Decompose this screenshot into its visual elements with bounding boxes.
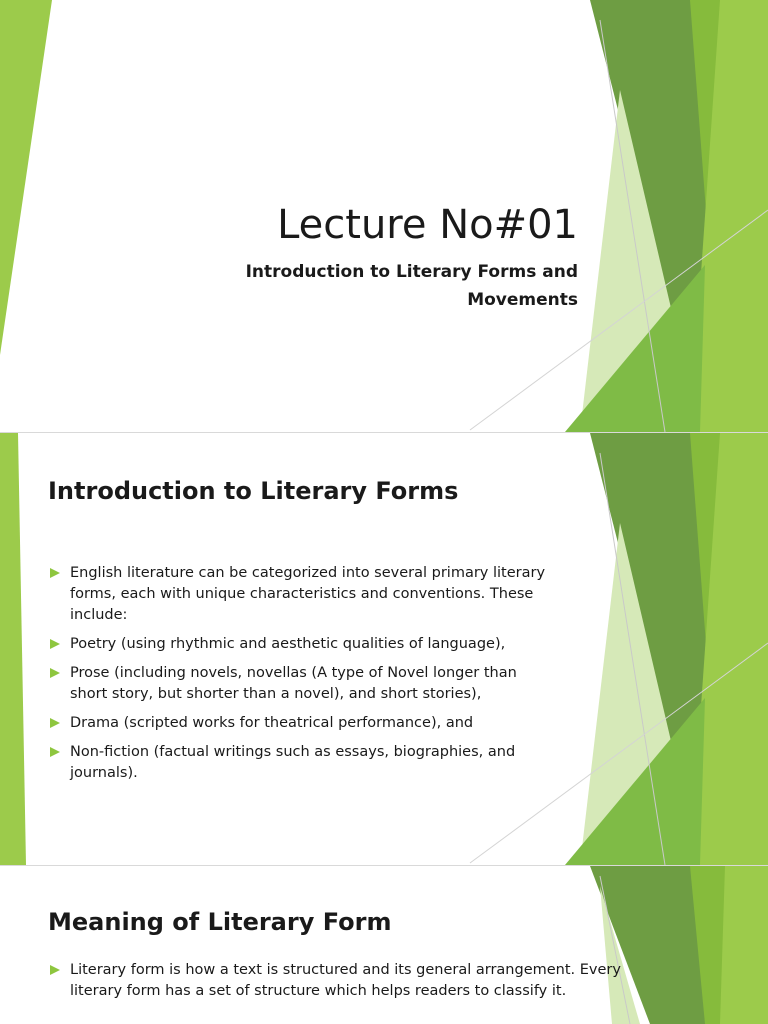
bullet-arrow-icon (50, 747, 60, 757)
bullet-arrow-icon (50, 668, 60, 678)
list-item (48, 663, 558, 705)
list-item (48, 634, 558, 655)
slide-intro-literary-forms (0, 433, 768, 865)
bullet-text: Poetry (using rhythmic and aesthetic qualities of language), (70, 636, 506, 652)
bullet-text: Prose (including novels, novellas (A type of Novel longer than short story, but shorter than a novel), and short stories), (70, 665, 517, 702)
bullet-text: Non-fiction (factual writings such as essays, biographies, and journals). (70, 744, 516, 781)
list-item (48, 563, 558, 626)
bullet-arrow-icon (50, 568, 60, 578)
slide-subtitle-text: Introduction to Literary Forms and Movements (245, 262, 578, 310)
list-item (48, 713, 558, 734)
slide-meaning-literary-form (0, 866, 768, 1024)
list-item (48, 960, 628, 1002)
slide-title (0, 0, 768, 432)
left-green-sliver (0, 0, 52, 355)
bullet-list (48, 960, 628, 1010)
bullet-arrow-icon (50, 718, 60, 728)
slide-heading: Introduction to Literary Forms (48, 477, 459, 505)
slide-heading: Meaning of Literary Form (48, 908, 392, 936)
slide-title-text: Lecture No#01 (277, 202, 578, 248)
bullet-text: Drama (scripted works for theatrical performance), and (70, 715, 474, 731)
bullet-arrow-icon (50, 965, 60, 975)
bullet-text: English literature can be categorized into several primary literary forms, each with unique characteristics and conventions. These include: (70, 565, 546, 623)
list-item (48, 742, 558, 784)
bullet-text: Literary form is how a text is structured and its general arrangement. Every literary form has a set of structure which helps readers to classify it. (70, 962, 621, 999)
left-green-sliver (0, 433, 26, 865)
bullet-list (48, 563, 558, 792)
light-green-facet (720, 866, 768, 1024)
bullet-arrow-icon (50, 639, 60, 649)
